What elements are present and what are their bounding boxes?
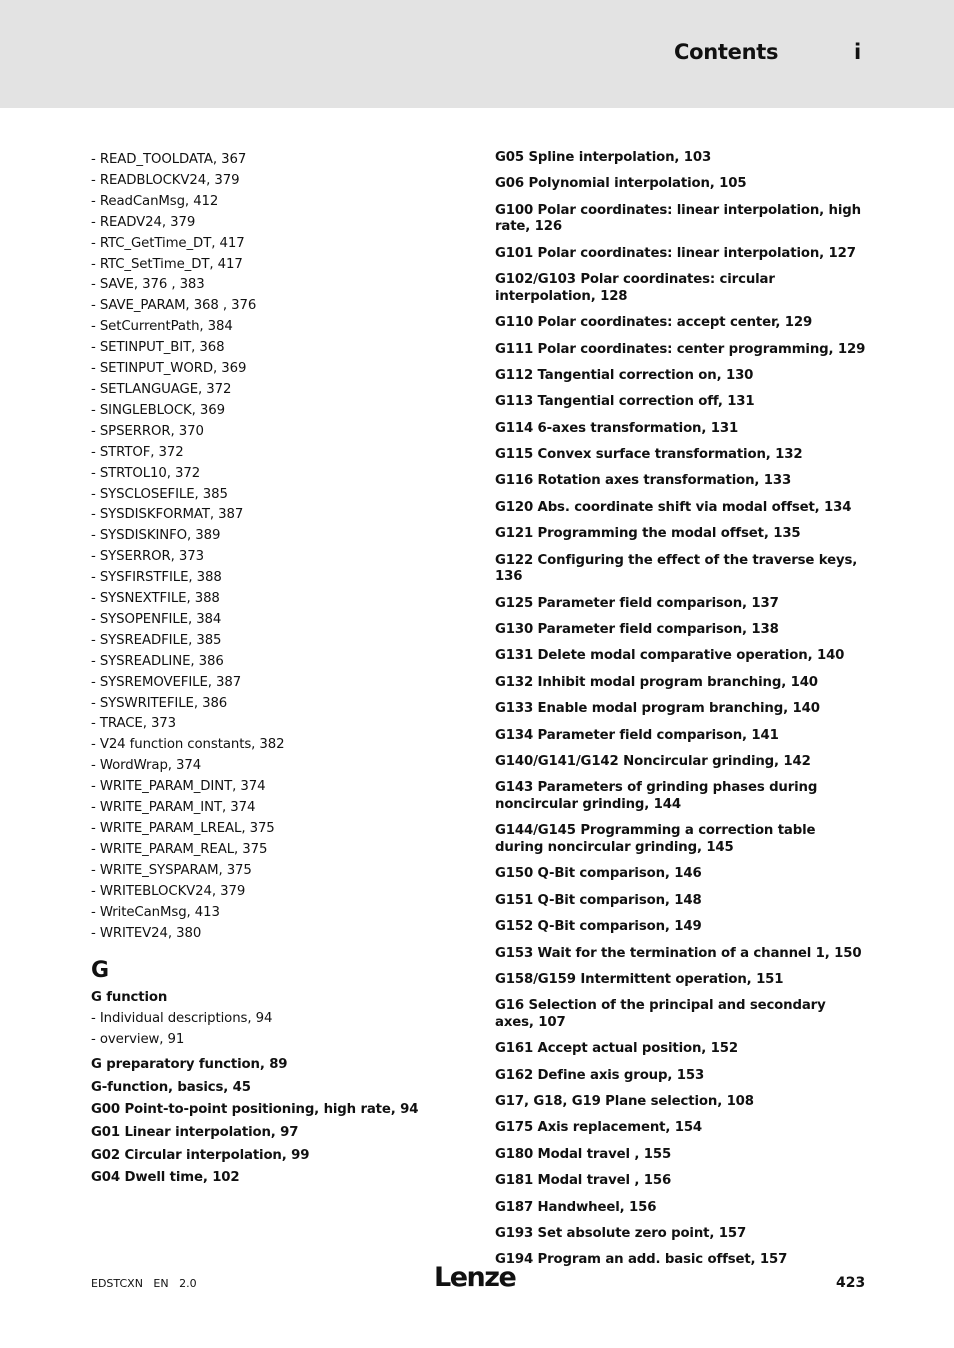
index-sub-entry: - SYSDISKINFO, 389: [91, 528, 221, 544]
index-main-entry: G102/G103 Polar coordinates: circular interpolation, 128: [495, 272, 775, 304]
index-sub-entry: - RTC_SetTime_DT, 417: [91, 256, 243, 272]
index-main-entry: G150 Q-Bit comparison, 146: [495, 866, 702, 882]
index-sub-entry: - SYSOPENFILE, 384: [91, 611, 222, 627]
index-main-entry: G193 Set absolute zero point, 157: [495, 1226, 747, 1242]
index-letter-heading: G: [91, 958, 110, 984]
index-sub-entry: - READ_TOOLDATA, 367: [91, 152, 247, 167]
index-main-entry: G158/G159 Intermittent operation, 151: [495, 971, 784, 987]
index-sub-entry: - WRITE_PARAM_INT, 374: [91, 800, 256, 816]
page-number: 423: [836, 1275, 866, 1291]
index-main-entry: G125 Parameter field comparison, 137: [495, 595, 779, 611]
index-sub-entry: - RTC_GetTime_DT, 417: [91, 235, 245, 251]
index-main-entry: G130 Parameter field comparison, 138: [495, 622, 779, 638]
index-sub-entry: - SAVE, 376 , 383: [91, 277, 205, 293]
index-sub-entry: - SYSCLOSEFILE, 385: [91, 486, 228, 502]
index-main-entry: G06 Polynomial interpolation, 105: [495, 176, 747, 192]
index-main-entry: G134 Parameter field comparison, 141: [495, 727, 779, 743]
index-column-left: [91, 150, 461, 1190]
index-main-entry: G162 Define axis group, 153: [495, 1067, 705, 1083]
index-main-entry: G143 Parameters of grinding phases during noncircular grinding, 144: [495, 780, 818, 812]
index-sub-entry: - STRTOL10, 372: [91, 465, 201, 481]
index-sub-entry: - WordWrap, 374: [91, 758, 202, 774]
index-main-entry: G132 Inhibit modal program branching, 140: [495, 674, 818, 690]
index-sub-entry: - V24 function constants, 382: [91, 737, 285, 753]
sub-entry-list: [91, 1009, 461, 1051]
index-sub-entry: - WRITE_SYSPARAM, 375: [91, 862, 252, 878]
index-main-entry: G01 Linear interpolation, 97: [91, 1124, 299, 1140]
lenze-logo: Lenze: [434, 1262, 516, 1293]
index-main-entry: G101 Polar coordinates: linear interpolation, 127: [495, 245, 856, 261]
index-main-entry: G133 Enable modal program branching, 140: [495, 701, 820, 717]
index-sub-entry: - WRITEV24, 380: [91, 925, 202, 941]
index-sub-entry: - READV24, 379: [91, 214, 196, 230]
index-main-entry: G181 Modal travel , 156: [495, 1173, 672, 1189]
index-sub-entry: - SETLANGUAGE, 372: [91, 381, 232, 397]
index-main-entry: G152 Q-Bit comparison, 149: [495, 919, 702, 935]
index-main-entry: G100 Polar coordinates: linear interpolation, high rate, 126: [495, 202, 861, 235]
index-sub-entry: - SYSWRITEFILE, 386: [91, 695, 228, 711]
index-main-entry: G00 Point-to-point positioning, high rate, 94: [91, 1102, 419, 1118]
index-main-entry: G05 Spline interpolation, 103: [495, 150, 712, 165]
index-main-entry: G131 Delete modal comparative operation, 140: [495, 648, 845, 664]
index-main-entry: G122 Configuring the effect of the traverse keys, 136: [495, 552, 858, 585]
index-main-entry: G110 Polar coordinates: accept center, 129: [495, 315, 813, 331]
index-sub-entry: - READBLOCKV24, 379: [91, 172, 240, 188]
index-sub-entry: - SYSFIRSTFILE, 388: [91, 570, 222, 586]
index-sub-entry: - SAVE_PARAM, 368 , 376: [91, 298, 257, 314]
index-sub-entry: - SYSREADFILE, 385: [91, 632, 222, 648]
index-sub-entry: - WRITE_PARAM_REAL, 375: [91, 841, 268, 857]
index-sub-entry: - WriteCanMsg, 413: [91, 904, 220, 920]
index-main-entry: G180 Modal travel , 155: [495, 1146, 672, 1162]
index-sub-entry: - SYSREMOVEFILE, 387: [91, 674, 242, 690]
index-sub-entry: - SINGLEBLOCK, 369: [91, 402, 226, 418]
index-main-entry: G-function, basics, 45: [91, 1079, 251, 1095]
index-main-entry: G153 Wait for the termination of a channel 1, 150: [495, 945, 862, 961]
index-main-entry: G161 Accept actual position, 152: [495, 1041, 738, 1057]
index-main-entry: G112 Tangential correction on, 130: [495, 367, 754, 383]
index-main-entry: G120 Abs. coordinate shift via modal offset, 134: [495, 499, 852, 515]
index-sub-entry: - SYSREADLINE, 386: [91, 653, 224, 669]
main-entry-list: [91, 1057, 461, 1187]
index-main-entry: G175 Axis replacement, 154: [495, 1120, 703, 1136]
sub-entry-list: [91, 150, 461, 944]
index-sub-entry: - SetCurrentPath, 384: [91, 319, 233, 335]
index-sub-entry: - WRITEBLOCKV24, 379: [91, 883, 246, 899]
index-sub-entry: - STRTOF, 372: [91, 444, 184, 460]
index-main-entry: G02 Circular interpolation, 99: [91, 1147, 310, 1163]
index-sub-entry: - ReadCanMsg, 412: [91, 193, 219, 209]
index-main-entry: G121 Programming the modal offset, 135: [495, 526, 801, 542]
index-sub-entry: - WRITE_PARAM_LREAL, 375: [91, 821, 275, 836]
index-main-entry: G114 6-axes transformation, 131: [495, 420, 739, 436]
index-main-entry: G194 Program an add. basic offset, 157: [495, 1252, 788, 1268]
index-main-entry: G144/G145 Programming a correction table during noncircular grinding, 145: [495, 823, 816, 855]
index-main-entry: G151 Q-Bit comparison, 148: [495, 892, 702, 908]
document-id: EDSTCXN EN 2.0: [91, 1277, 197, 1290]
index-sub-entry: - SETINPUT_BIT, 368: [91, 340, 225, 356]
section-marker: i: [854, 40, 862, 64]
index-sub-entry: - SYSERROR, 373: [91, 549, 204, 565]
index-main-entry: G115 Convex surface transformation, 132: [495, 447, 803, 463]
index-main-entry: G17, G18, G19 Plane selection, 108: [495, 1094, 754, 1110]
index-main-entry: G187 Handwheel, 156: [495, 1199, 657, 1215]
index-main-entry: G140/G141/G142 Noncircular grinding, 142: [495, 753, 811, 769]
index-sub-entry: - SETINPUT_WORD, 369: [91, 361, 247, 377]
index-sub-entry: - overview, 91: [91, 1032, 185, 1048]
page-header: [0, 0, 954, 108]
index-sub-entry: - WRITE_PARAM_DINT, 374: [91, 779, 266, 795]
index-main-entry: G preparatory function, 89: [91, 1057, 288, 1073]
index-main-entry: G116 Rotation axes transformation, 133: [495, 473, 792, 489]
index-main-entry: G04 Dwell time, 102: [91, 1170, 240, 1186]
main-entry-list: [495, 150, 867, 1269]
page-title: Contents: [674, 40, 779, 64]
index-sub-entry: - SYSDISKFORMAT, 387: [91, 507, 244, 523]
index-main-entry: G16 Selection of the principal and secondary axes, 107: [495, 998, 826, 1030]
index-main-entry: G function: [91, 990, 168, 1006]
index-main-entry: G111 Polar coordinates: center programming, 129: [495, 341, 866, 357]
index-sub-entry: - TRACE, 373: [91, 716, 177, 732]
index-column-right: [495, 150, 867, 1279]
index-sub-entry: - Individual descriptions, 94: [91, 1011, 273, 1027]
index-sub-entry: - SYSNEXTFILE, 388: [91, 591, 220, 607]
index-main-entry: G113 Tangential correction off, 131: [495, 394, 755, 410]
index-sub-entry: - SPSERROR, 370: [91, 423, 204, 439]
